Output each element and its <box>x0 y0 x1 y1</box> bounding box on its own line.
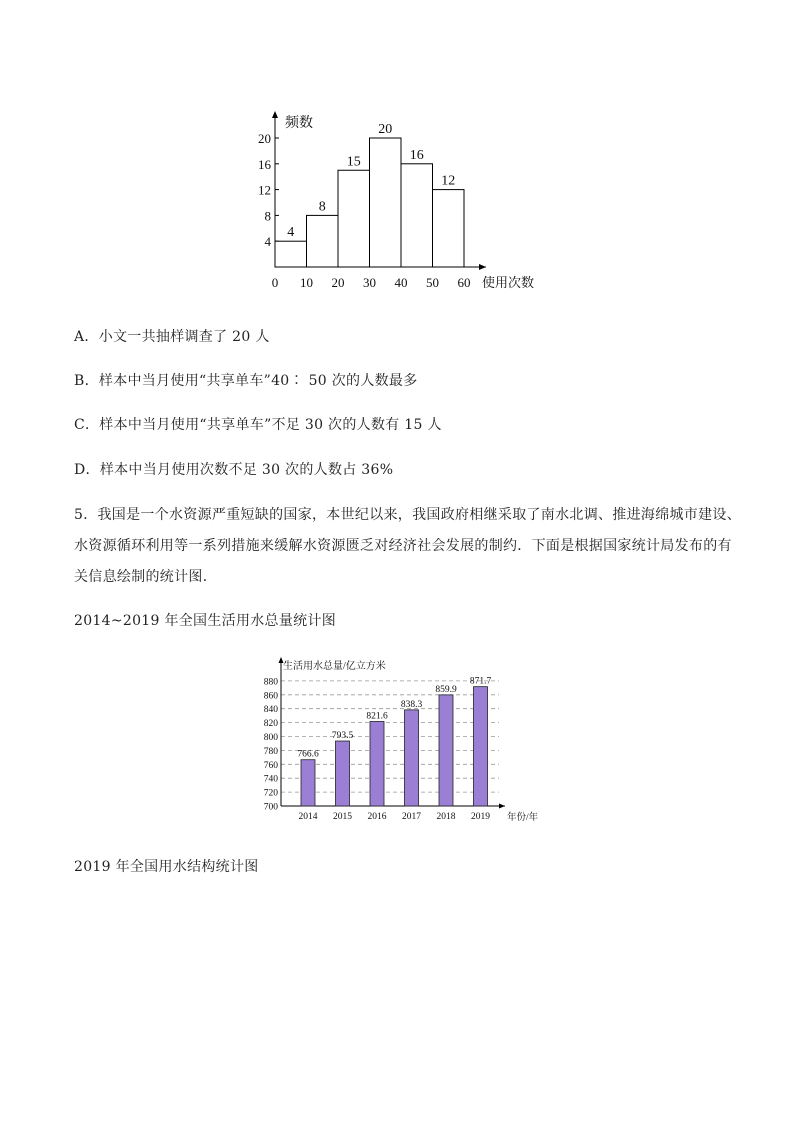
water-bar <box>474 687 488 806</box>
x-tick-label: 10 <box>300 275 313 290</box>
option-d: D．样本中当月使用次数不足 30 次的人数占 36% <box>74 462 394 478</box>
x-tick-label: 2018 <box>436 812 456 822</box>
y-tick-label: 820 <box>263 719 278 730</box>
x-axis-arrow <box>499 804 505 809</box>
y-tick-label: 860 <box>263 691 278 702</box>
water-bar <box>439 695 453 806</box>
x-tick-label: 2015 <box>333 812 352 822</box>
x-tick-label: 30 <box>363 275 376 290</box>
bar-value-label: 793.5 <box>331 731 354 742</box>
y-axis-title: 生活用水总量/亿立方米 <box>283 661 386 672</box>
water-bar-chart <box>255 652 545 827</box>
x-axis-title: 使用次数 <box>482 275 535 290</box>
x-axis-arrow <box>479 264 486 270</box>
water-bar <box>405 710 419 806</box>
bar-value-label: 838.3 <box>400 699 423 710</box>
caption-water-total: 2014~2019 年全国生活用水总量统计图 <box>74 613 337 629</box>
histogram-bar <box>401 164 433 267</box>
y-tick-label: 780 <box>263 746 278 757</box>
y-axis-title: 频数 <box>285 116 313 131</box>
question-5-line-2: 水资源循环利用等一系列措施来缓解水资源匮乏对经济社会发展的制约．下面是根据国家统计局发布的有 <box>74 538 732 554</box>
y-tick-label: 8 <box>264 208 271 224</box>
bar-value-label: 12 <box>441 173 456 189</box>
x-tick-label: 0 <box>271 275 279 290</box>
caption-water-structure: 2019 年全国用水结构统计图 <box>74 859 259 875</box>
y-tick-label: 4 <box>264 234 271 250</box>
x-tick-label: 2014 <box>298 812 318 822</box>
bar-value-label: 4 <box>287 225 295 241</box>
bar-value-label: 766.6 <box>297 749 319 760</box>
x-tick-label: 2019 <box>471 812 490 822</box>
histogram-bar <box>370 138 402 267</box>
bar-value-label: 8 <box>318 199 326 215</box>
y-tick-label: 16 <box>258 156 271 172</box>
water-bar <box>301 760 315 806</box>
x-tick-label: 50 <box>426 275 439 290</box>
x-tick-label: 2016 <box>367 812 387 822</box>
y-tick-label: 12 <box>258 182 271 198</box>
y-tick-label: 880 <box>263 677 278 688</box>
option-c: C．样本中当月使用“共享单车”不足 30 次的人数有 15 人 <box>74 417 442 433</box>
bar-value-label: 15 <box>346 154 361 170</box>
x-tick-label: 40 <box>394 275 408 290</box>
histogram-bar <box>433 190 465 267</box>
y-tick-label: 800 <box>263 733 278 743</box>
histogram-chart <box>255 105 555 295</box>
x-tick-label: 20 <box>331 275 345 290</box>
bar-value-label: 16 <box>409 147 424 163</box>
question-5-line-1: 5．我国是一个水资源严重短缺的国家，本世纪以来，我国政府相继采取了南水北调、推进海绵城市建设、 <box>74 507 742 523</box>
histogram-bar <box>338 170 370 267</box>
bar-value-label: 821.6 <box>366 711 388 722</box>
x-tick-label: 2017 <box>402 812 421 822</box>
y-tick-label: 720 <box>263 788 278 799</box>
x-tick-label: 60 <box>457 275 471 290</box>
y-tick-label: 20 <box>258 131 271 146</box>
x-axis-title: 年份/年 <box>507 813 539 823</box>
bar-value-label: 20 <box>378 122 393 137</box>
question-5-line-3: 关信息绘制的统计图． <box>74 569 217 585</box>
water-bar <box>370 721 384 806</box>
bar-value-label: 859.9 <box>435 684 457 695</box>
water-bar <box>336 741 350 806</box>
y-tick-label: 740 <box>263 774 278 785</box>
y-axis-arrow <box>272 111 278 118</box>
bar-value-label: 871.7 <box>469 676 492 687</box>
histogram-bar <box>275 241 307 267</box>
y-tick-label: 700 <box>263 802 278 813</box>
y-tick-label: 760 <box>263 760 278 771</box>
option-a: A．小文一共抽样调查了 20 人 <box>74 329 270 345</box>
option-b: B．样本中当月使用“共享单车”40∶ 50 次的人数最多 <box>74 373 418 389</box>
histogram-bar <box>307 215 339 267</box>
y-tick-label: 840 <box>263 705 278 716</box>
